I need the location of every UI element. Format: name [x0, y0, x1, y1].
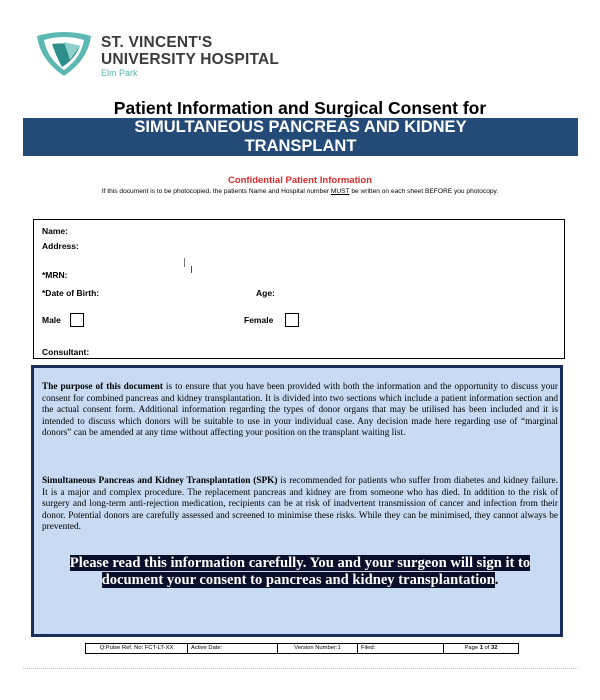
footer-page: [444, 644, 518, 653]
spk-text: is recommended for patients who suffer from diabetes and kidney failure. It is a major and complex procedure. The replacement pancreas and kidney are from someone who has died. In addition to the risk of surgery and long-term anti-rejection medication, recipients can be at risk of inadvertent transmission of cancer and infection from their donor. Potential donors are carefully assessed and screened to minimise these risks. While they can be minimised, they cannot always be prevented.: [42, 476, 558, 533]
org-line-3: Elm Park: [101, 68, 138, 78]
title-banner: [23, 118, 578, 156]
purpose-text: is to ensure that you have been provided with both the information and the opportunity to discuss your consent for combined pancreas and kidney transplantation. It is divided into two sections which include a patient information section and the actual consent form. Additional information regarding the types of donor organs that may be utilised has been included and it is intended to discuss which donors will be suitable to use in your individual case. Any decision made here regarding use of “marginal donors” can be amended at any time without affecting your position on the transplant waiting list.: [42, 382, 558, 439]
name-label: Name:: [42, 226, 68, 236]
information-panel: [31, 365, 563, 637]
footer-ref: Q:Pulse Ref. No: FCT-LT-XX: [86, 644, 188, 653]
page-of: of: [482, 645, 491, 651]
spk-paragraph: [42, 476, 558, 534]
address-label: Address:: [42, 241, 79, 251]
hospital-name: [101, 35, 279, 78]
footer-active-date: Active Date:: [188, 644, 278, 653]
spk-heading: Simultaneous Pancreas and Kidney Transplantation (SPK): [42, 476, 278, 486]
footer-filed: Filed:: [358, 644, 444, 653]
page-total: 32: [491, 645, 498, 651]
female-checkbox[interactable]: [285, 313, 299, 327]
title-banner-line-2: TRANSPLANT: [244, 137, 357, 155]
footer-divider: [23, 668, 578, 670]
confidential-heading: Confidential Patient Information: [227, 175, 373, 186]
patient-details-box: [33, 219, 565, 359]
mrn-label: *MRN:: [42, 270, 68, 280]
consultant-label: Consultant:: [42, 347, 90, 357]
document-control-footer: [85, 643, 519, 654]
note-must: MUST: [330, 188, 350, 195]
page-number: 1: [479, 645, 483, 651]
document-title: Patient Information and Surgical Consent for: [113, 98, 487, 118]
note-text-1: If this document is to be photocopied, the patients Name and Hospital number: [101, 188, 331, 195]
note-text-2: be written on each sheet BEFORE you photocopy.: [349, 188, 499, 195]
org-line-1: ST. VINCENT'S: [101, 34, 213, 51]
footer-version: Version Number:1: [278, 644, 358, 653]
dob-label: *Date of Birth:: [42, 288, 100, 298]
age-label: Age:: [256, 288, 275, 298]
notice-period: .: [494, 572, 499, 588]
read-carefully-notice: [42, 555, 558, 589]
purpose-heading: The purpose of this document: [42, 382, 163, 392]
shield-logo-icon: [34, 30, 94, 78]
title-banner-line-1: SIMULTANEOUS PANCREAS AND KIDNEY: [134, 118, 467, 136]
female-label: Female: [244, 315, 274, 325]
male-checkbox[interactable]: [70, 313, 84, 327]
page-prefix: Page: [464, 645, 480, 651]
photocopy-note: [0, 188, 600, 195]
male-label: Male: [42, 315, 61, 325]
cursor-mark-2: [191, 266, 192, 273]
cursor-mark: [184, 258, 185, 267]
org-line-2: UNIVERSITY HOSPITAL: [101, 50, 280, 68]
notice-text: Please read this information carefully. You and your surgeon will sign it to document your consent to pancreas and kidney transplantation: [69, 555, 531, 588]
purpose-paragraph: [42, 382, 558, 440]
